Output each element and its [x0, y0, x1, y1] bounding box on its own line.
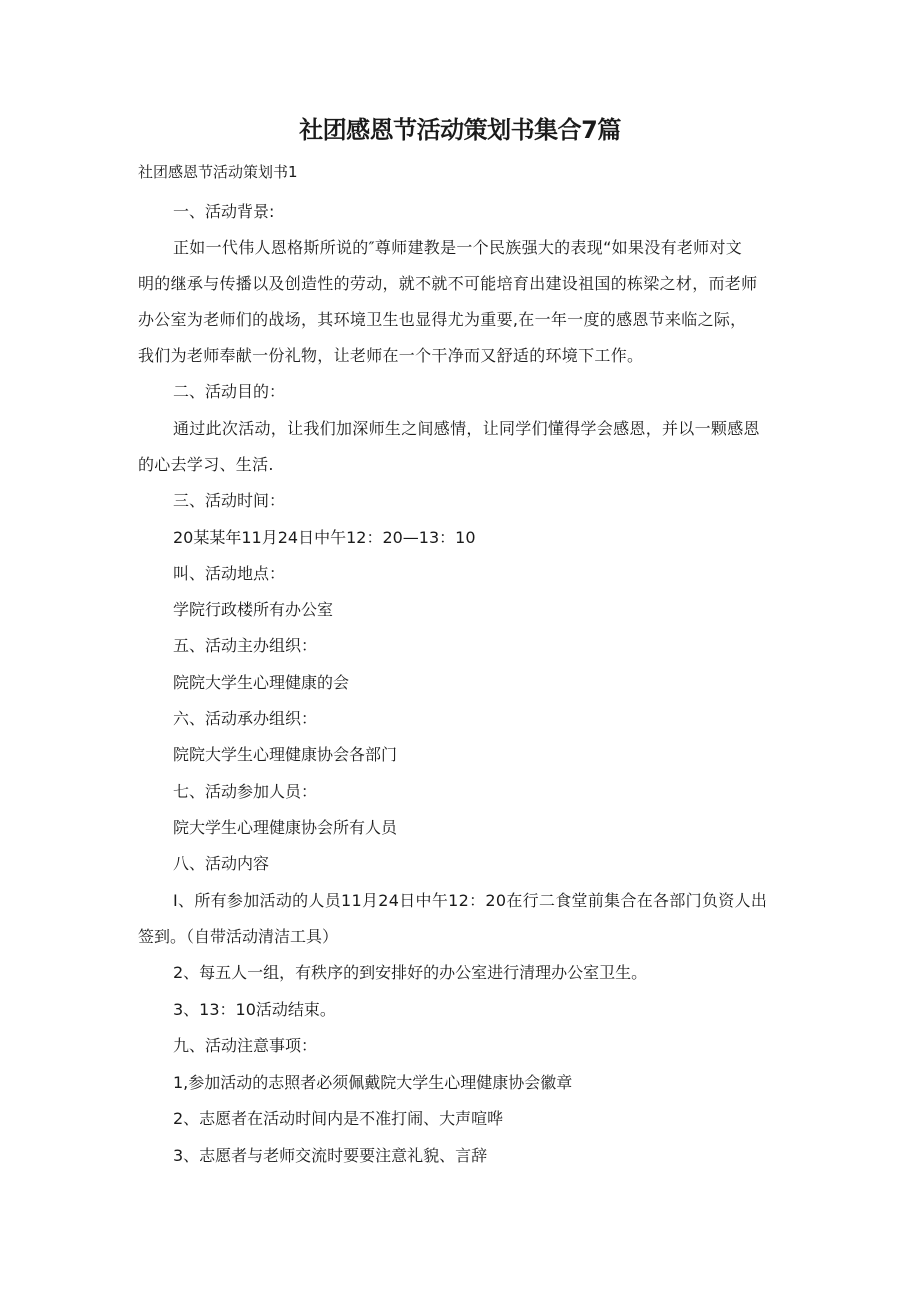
section-heading-location: 叫、活动地点： — [173, 564, 286, 583]
paragraph-line: 办公室为老师们的战场，其环境卫生也显得尤为重要,在一年一度的感恩节来临之际， — [138, 310, 747, 329]
content-item: 2、每五人一组，有秩序的到安排好的办公室进行清理办公室卫生。 — [173, 963, 648, 982]
paragraph-line: 我们为老师奉献一份礼物，让老师在一个干净而又舒适的环境下工作。 — [138, 346, 644, 365]
section-heading-purpose: 二、活动目的： — [173, 382, 286, 401]
event-host: 院院大学生心理健康协会各部门 — [173, 745, 398, 764]
paragraph-line: 通过此次活动，让我们加深师生之间感情，让同学们懂得学会感恩，并以一颗感恩 — [173, 419, 760, 438]
note-item: 3、志愿者与老师交流时要要注意礼貌、言辞 — [173, 1146, 488, 1165]
section-heading-notes: 九、活动注意事项： — [173, 1036, 318, 1055]
content-item-continued: 签到。（自带活动清洁工具） — [138, 927, 339, 946]
content-item: I、所有参加活动的人员11月24日中午12：20在行二食堂前集合在各部门负资人出 — [173, 891, 768, 910]
paragraph-line: 明的继承与传播以及创造性的劳动，就不就不可能培育出建设祖国的栋梁之材，而老师 — [138, 274, 758, 293]
note-item: 1,参加活动的志照者必须佩戴院大学生心理健康协会徽章 — [173, 1073, 573, 1092]
event-location: 学院行政楼所有办公室 — [173, 600, 334, 619]
event-participants: 院大学生心理健康协会所有人员 — [173, 818, 398, 837]
note-item: 2、志愿者在活动时间内是不准打闹、大声喧哗 — [173, 1109, 504, 1128]
section-heading-organizer: 五、活动主办组织： — [173, 636, 318, 655]
paragraph-line: 正如一代伟人恩格斯所说的″尊师建教是一个民族强大的表现“如果没有老师对文 — [173, 238, 743, 257]
section-heading-time: 三、活动时间： — [173, 491, 286, 510]
paragraph-line: 的心去学习、生活. — [138, 455, 274, 474]
section-heading-background: 一、活动背景: — [173, 202, 275, 221]
event-time: 20某某年11月24日中午12：20—13：10 — [173, 528, 476, 547]
section-heading-host: 六、活动承办组织： — [173, 709, 318, 728]
document-subtitle: 社团感恩节活动策划书1 — [138, 163, 298, 181]
event-organizer: 院院大学生心理健康的会 — [173, 673, 350, 692]
section-heading-participants: 七、活动参加人员： — [173, 782, 318, 801]
content-item: 3、13：10活动结束。 — [173, 1000, 336, 1019]
section-heading-content: 八、活动内容 — [173, 854, 270, 873]
document-title: 社团感恩节活动策划书集合7篇 — [299, 116, 621, 144]
